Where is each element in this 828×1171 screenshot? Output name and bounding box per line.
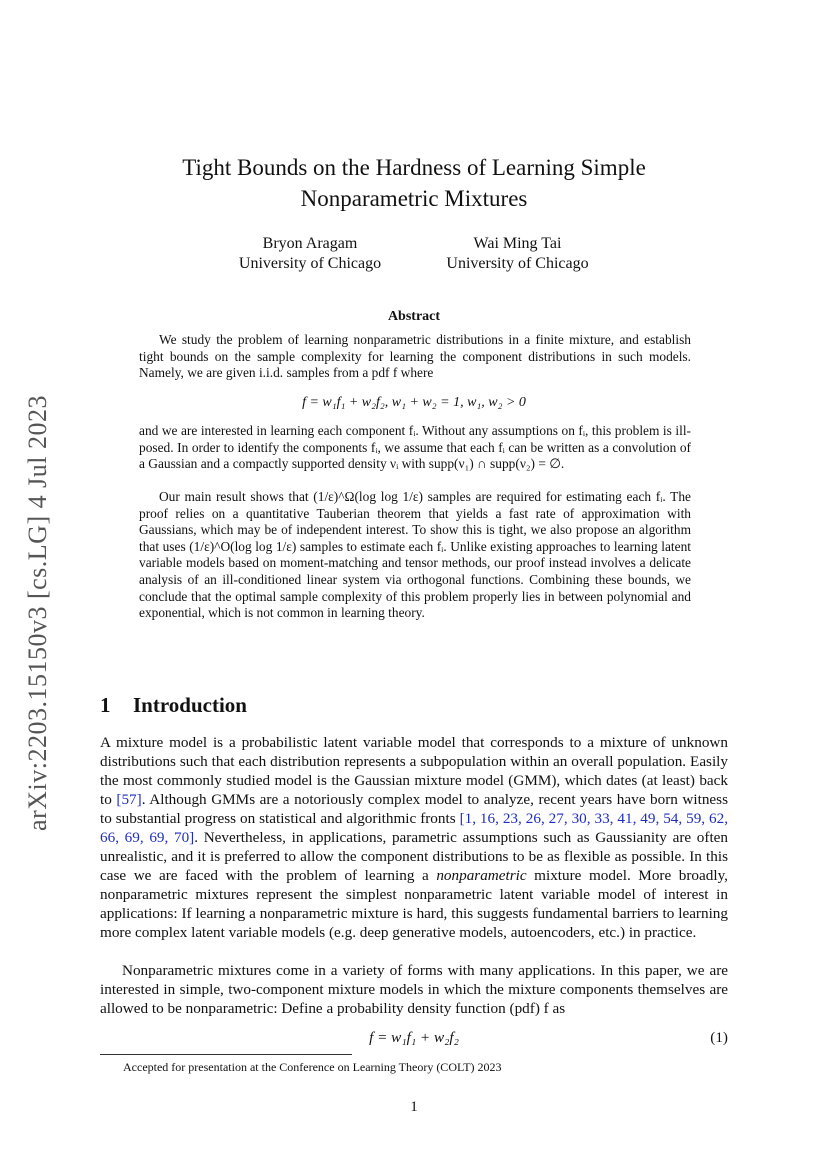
page-number: 1 xyxy=(410,1099,418,1115)
author-affiliation: University of Chicago xyxy=(238,255,382,272)
intro-text: . Although GMMs are a notoriously complex model to analyze, recent years have born witness to substantial progress on statistical and algorithmic fronts xyxy=(100,791,728,827)
section-heading xyxy=(100,693,247,718)
footnote: Accepted for presentation at the Conference on Learning Theory (COLT) 2023 xyxy=(123,1060,502,1074)
intro-text: mixture model. More broadly, nonparametric mixtures represent the simplest nonparametric latent variable model of interest in applications: If learning a nonparametric mixture is hard, this suggests fundamental barriers to learning more complex latent variable models (e.g. deep generative models, autoencoders, etc.) in practice. xyxy=(100,867,728,941)
author-block-2 xyxy=(430,234,605,274)
intro-text: A mixture model is a probabilistic latent variable model that corresponds to a mixture of unknown distributions such that each distribution represents a subpopulation within an overall population. Easily the most commonly studied model is the Gaussian mixture model (GMM), which dates (at least) back to xyxy=(100,734,728,808)
abstract-heading: Abstract xyxy=(387,309,441,324)
intro-paragraph-2: Nonparametric mixtures come in a variety of forms with many applications. In this paper, we are interested in simple, two-component mixture models in which the mixture components themselves are allowed to be nonparametric: Define a probability density function (pdf) f as xyxy=(100,962,728,1017)
emphasis-text: nonparametric xyxy=(436,867,527,884)
abstract-paragraph-1: We study the problem of learning nonparametric distributions in a finite mixture, and establish tight bounds on the sample complexity for learning the component distributions in such models. Namely, we are given i.i.d. samples from a pdf f where xyxy=(139,332,691,381)
intro-text: . Nevertheless, in applications, parametric assumptions such as Gaussianity are often unrealistic, and it is preferred to allow the component distributions to be as flexible as possible. In this case we are faced with the problem of learning a xyxy=(100,829,728,884)
paper-title xyxy=(100,152,728,214)
title-line-1: Tight Bounds on the Hardness of Learning Simple xyxy=(182,155,646,180)
citation-link[interactable]: [1, 16, 23, 26, 27, 30, 33, 41, 49, 54, 59, 62, 66, 69, 69, 70] xyxy=(100,810,729,846)
section-number: 1 xyxy=(100,693,111,717)
section-title: Introduction xyxy=(133,693,247,717)
citation-link[interactable]: [57] xyxy=(116,791,142,808)
equation-1: f = w₁f₁ + w₂f₂ xyxy=(369,1029,459,1046)
abstract-paragraph-2: and we are interested in learning each component fᵢ. Without any assumptions on fᵢ, this problem is ill-posed. In order to identify the components fᵢ, we assume that each fᵢ can be written as a convolution of a Gaussian and a compactly supported density νᵢ with supp(ν₁) ∩ supp(ν₂) = ∅. xyxy=(139,423,691,472)
abstract-paragraph-3: Our main result shows that (1/ε)^Ω(log log 1/ε) samples are required for estimating each fᵢ. The proof relies on a quantitative Tauberian theorem that yields a fast rate of approximation with Gaussians, which may be of independent interest. To show this is tight, we also propose an algorithm that uses (1/ε)^O(log log 1/ε) samples to estimate each fᵢ. Unlike existing approaches to learning latent variable models based on moment-matching and tensor methods, our proof instead involves a delicate analysis of an ill-conditioned linear system via orthogonal functions. Combining these bounds, we conclude that the optimal sample complexity of this problem properly lies in between polynomial and exponential, which is not common in learning theory. xyxy=(139,489,691,621)
equation-number: (1) xyxy=(710,1029,728,1046)
author-block-1 xyxy=(220,234,400,274)
author-name: Bryon Aragam xyxy=(262,235,358,252)
author-name: Wai Ming Tai xyxy=(473,235,562,252)
author-affiliation: University of Chicago xyxy=(446,255,589,272)
abstract-equation: f = w₁f₁ + w₂f₂, w₁ + w₂ = 1, w₁, w₂ > 0 xyxy=(302,395,526,410)
arxiv-sidebar-stamp xyxy=(18,378,58,848)
footnote-rule xyxy=(100,1054,352,1055)
title-line-2: Nonparametric Mixtures xyxy=(300,186,528,211)
intro-paragraph-1 xyxy=(100,733,728,942)
arxiv-identifier: arXiv:2203.15150v3 [cs.LG] 4 Jul 2023 xyxy=(23,395,52,831)
